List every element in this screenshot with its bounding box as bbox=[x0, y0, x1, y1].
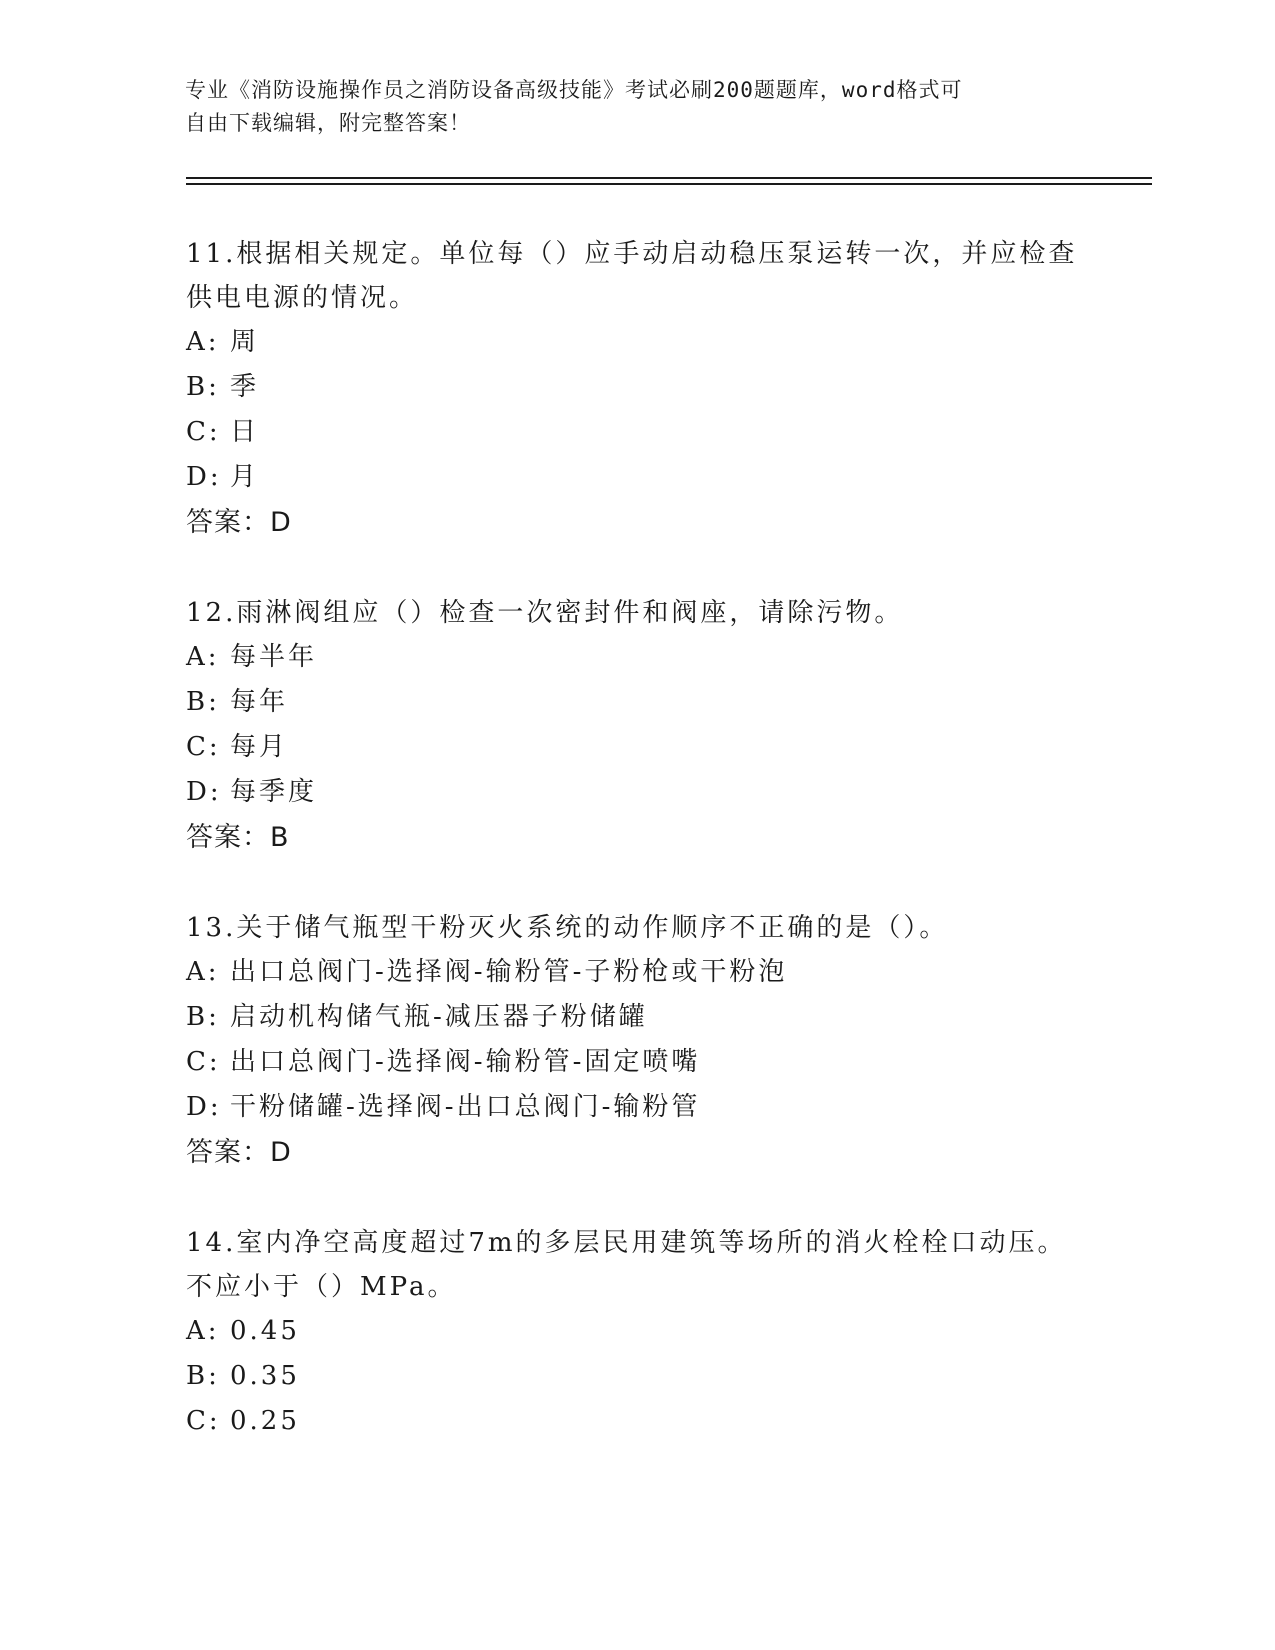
answer-line: 答案：D bbox=[186, 507, 292, 538]
option-key: A: bbox=[186, 1316, 220, 1346]
option-b bbox=[186, 680, 1086, 725]
option-key: B: bbox=[186, 372, 220, 402]
option-key: D: bbox=[186, 462, 222, 492]
option-key: A: bbox=[186, 327, 220, 357]
option-text: 0.45 bbox=[230, 1316, 300, 1346]
answer-line: 答案：D bbox=[186, 1137, 292, 1168]
option-key: C: bbox=[186, 732, 221, 762]
question-14 bbox=[186, 1221, 1086, 1444]
question-stem-line-1: 13.关于储气瓶型干粉灭火系统的动作顺序不正确的是（）。 bbox=[186, 913, 949, 943]
option-key: B: bbox=[186, 1002, 220, 1032]
option-b bbox=[186, 995, 1086, 1040]
question-12 bbox=[186, 591, 1086, 861]
question-stem-line-1: 11.根据相关规定。单位每（）应手动启动稳压泵运转一次，并应检查 bbox=[186, 239, 1078, 269]
option-key: C: bbox=[186, 1406, 221, 1436]
option-key: D: bbox=[186, 1092, 222, 1122]
question-list bbox=[186, 232, 1086, 1489]
document-header bbox=[185, 74, 1085, 140]
option-key: B: bbox=[186, 1361, 220, 1391]
option-b bbox=[186, 1354, 1086, 1399]
question-stem-line-1: 12.雨淋阀组应（）检查一次密封件和阀座，请除污物。 bbox=[186, 598, 904, 628]
option-key: B: bbox=[186, 687, 220, 717]
header-line-1: 专业《消防设施操作员之消防设备高级技能》考试必刷200题题库，word格式可 bbox=[185, 78, 963, 102]
option-c bbox=[186, 725, 1086, 770]
option-c bbox=[186, 1040, 1086, 1085]
option-text: 月 bbox=[230, 462, 260, 492]
option-key: A: bbox=[186, 642, 220, 672]
option-text: 0.35 bbox=[230, 1361, 300, 1391]
option-key: A: bbox=[186, 957, 220, 987]
option-text: 季 bbox=[230, 372, 260, 402]
option-text: 启动机构储气瓶-减压器子粉储罐 bbox=[230, 1002, 648, 1032]
header-line-2: 自由下载编辑，附完整答案！ bbox=[185, 111, 471, 135]
question-stem-line-2: 不应小于（）MPa。 bbox=[186, 1272, 457, 1302]
option-text: 每半年 bbox=[230, 642, 318, 672]
option-a bbox=[186, 320, 1086, 365]
option-text: 出口总阀门-选择阀-输粉管-子粉枪或干粉泡 bbox=[230, 957, 788, 987]
option-a bbox=[186, 635, 1086, 680]
question-stem-line-1: 14.室内净空高度超过7m的多层民用建筑等场所的消火栓栓口动压。 bbox=[186, 1228, 1067, 1258]
option-text: 每月 bbox=[230, 732, 289, 762]
answer-line: 答案：B bbox=[186, 822, 290, 853]
option-text: 周 bbox=[230, 327, 260, 357]
header-divider-top bbox=[186, 177, 1152, 179]
option-c bbox=[186, 410, 1086, 455]
option-text: 每年 bbox=[230, 687, 289, 717]
option-d bbox=[186, 455, 1086, 500]
option-d bbox=[186, 1085, 1086, 1130]
question-13 bbox=[186, 906, 1086, 1176]
option-text: 出口总阀门-选择阀-输粉管-固定喷嘴 bbox=[230, 1047, 701, 1077]
option-c bbox=[186, 1399, 1086, 1444]
option-a bbox=[186, 950, 1086, 995]
option-key: C: bbox=[186, 1047, 221, 1077]
option-text: 每季度 bbox=[230, 777, 318, 807]
option-text: 0.25 bbox=[230, 1406, 300, 1436]
option-b bbox=[186, 365, 1086, 410]
option-key: C: bbox=[186, 417, 221, 447]
option-text: 日 bbox=[230, 417, 260, 447]
option-text: 干粉储罐-选择阀-出口总阀门-输粉管 bbox=[230, 1092, 701, 1122]
header-divider-bottom bbox=[186, 183, 1152, 185]
option-a bbox=[186, 1309, 1086, 1354]
question-stem-line-2: 供电电源的情况。 bbox=[186, 283, 419, 313]
question-11 bbox=[186, 232, 1086, 546]
option-key: D: bbox=[186, 777, 222, 807]
option-d bbox=[186, 770, 1086, 815]
